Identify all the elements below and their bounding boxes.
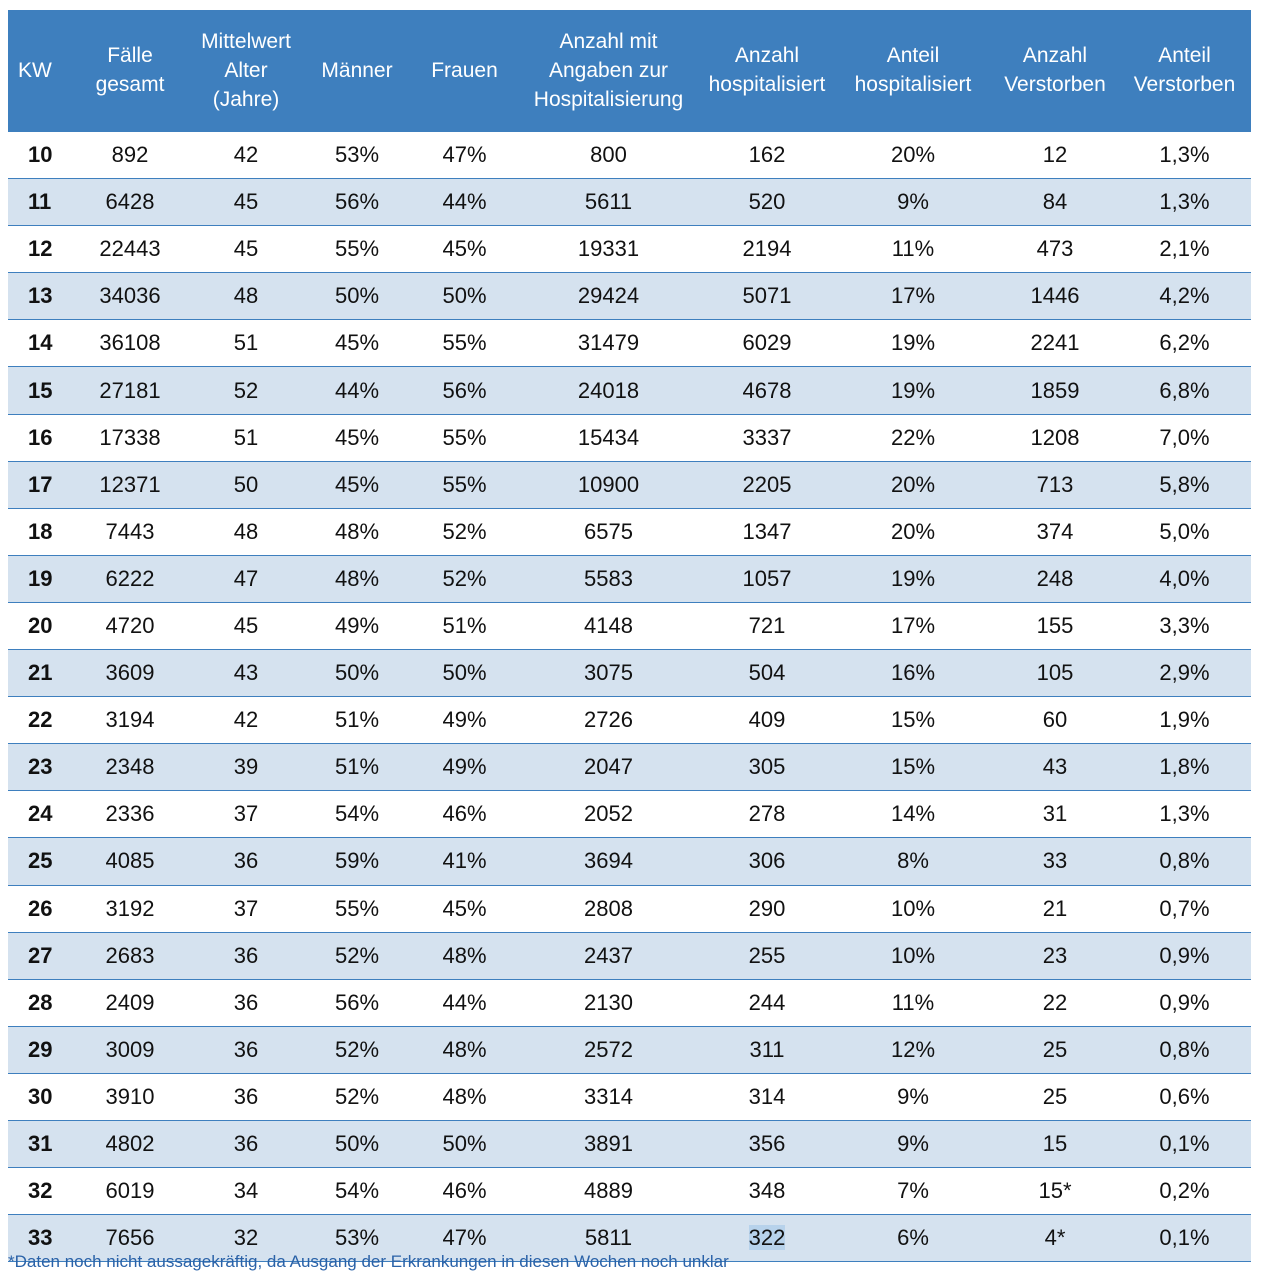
table-row <box>8 1168 1251 1215</box>
table-cell: 45% <box>302 414 412 461</box>
table-cell: 248 <box>992 555 1118 602</box>
table-cell: 44% <box>412 179 517 226</box>
table-row <box>8 838 1251 885</box>
table-cell: 6575 <box>517 508 700 555</box>
table-cell: 2572 <box>517 1026 700 1073</box>
footnote: *Daten noch nicht aussagekräftig, da Ausgang der Erkrankungen in diesen Wochen noch unklar <box>8 1252 729 1271</box>
table-cell: 20% <box>834 131 992 179</box>
table-cell: 6222 <box>70 555 190 602</box>
column-header: Anteil Verstorben <box>1118 10 1251 131</box>
table-cell: 0,1% <box>1118 1120 1251 1167</box>
table-cell: 162 <box>700 131 834 179</box>
table-cell: 105 <box>992 650 1118 697</box>
week-cell: 22 <box>8 697 70 744</box>
table-cell: 20% <box>834 461 992 508</box>
table-cell: 10% <box>834 932 992 979</box>
table-cell: 7443 <box>70 508 190 555</box>
table-cell: 374 <box>992 508 1118 555</box>
week-cell: 33 <box>8 1215 70 1262</box>
table-cell: 46% <box>412 1168 517 1215</box>
table-cell: 14% <box>834 791 992 838</box>
table-row <box>8 650 1251 697</box>
week-cell: 25 <box>8 838 70 885</box>
table-cell: 2726 <box>517 697 700 744</box>
table-cell: 48% <box>302 555 412 602</box>
table-cell: 4148 <box>517 602 700 649</box>
table-cell: 47% <box>412 131 517 179</box>
week-cell: 14 <box>8 320 70 367</box>
table-cell: 48% <box>412 932 517 979</box>
table-cell: 4678 <box>700 367 834 414</box>
table-row <box>8 885 1251 932</box>
table-cell: 6029 <box>700 320 834 367</box>
table-cell: 4802 <box>70 1120 190 1167</box>
table-row <box>8 414 1251 461</box>
table-cell: 51% <box>302 744 412 791</box>
table-cell: 244 <box>700 979 834 1026</box>
table-row <box>8 697 1251 744</box>
table-cell: 2808 <box>517 885 700 932</box>
table-cell: 3009 <box>70 1026 190 1073</box>
table-row <box>8 932 1251 979</box>
table-cell: 36 <box>190 932 302 979</box>
table-cell: 9% <box>834 1120 992 1167</box>
table-cell: 4085 <box>70 838 190 885</box>
table-cell: 16% <box>834 650 992 697</box>
table-row <box>8 1073 1251 1120</box>
table-row <box>8 273 1251 320</box>
table-cell: 0,8% <box>1118 838 1251 885</box>
table-cell: 39 <box>190 744 302 791</box>
table-cell: 473 <box>992 226 1118 273</box>
table-cell: 19% <box>834 555 992 602</box>
week-cell: 27 <box>8 932 70 979</box>
table-cell: 8% <box>834 838 992 885</box>
table-cell: 3609 <box>70 650 190 697</box>
table-cell: 52 <box>190 367 302 414</box>
table-cell: 15434 <box>517 414 700 461</box>
table-cell: 47 <box>190 555 302 602</box>
table-cell: 15% <box>834 697 992 744</box>
table-cell: 5,8% <box>1118 461 1251 508</box>
week-cell: 28 <box>8 979 70 1026</box>
week-cell: 32 <box>8 1168 70 1215</box>
table-cell: 31 <box>992 791 1118 838</box>
table-cell: 0,6% <box>1118 1073 1251 1120</box>
table-cell: 17338 <box>70 414 190 461</box>
table-row <box>8 367 1251 414</box>
table-cell: 3694 <box>517 838 700 885</box>
week-cell: 12 <box>8 226 70 273</box>
table-row <box>8 744 1251 791</box>
table-cell: 2409 <box>70 979 190 1026</box>
table-cell: 36 <box>190 1073 302 1120</box>
table-cell: 2336 <box>70 791 190 838</box>
table-cell: 60 <box>992 697 1118 744</box>
table-cell: 7,0% <box>1118 414 1251 461</box>
table-cell: 10900 <box>517 461 700 508</box>
table-cell: 52% <box>302 1073 412 1120</box>
table-cell: 5,0% <box>1118 508 1251 555</box>
table-cell: 50% <box>302 650 412 697</box>
table-row <box>8 179 1251 226</box>
table-cell: 54% <box>302 791 412 838</box>
table-cell: 305 <box>700 744 834 791</box>
table-cell: 9% <box>834 179 992 226</box>
table-cell: 3910 <box>70 1073 190 1120</box>
table-cell: 84 <box>992 179 1118 226</box>
table-row <box>8 1120 1251 1167</box>
table-cell: 12 <box>992 131 1118 179</box>
table-cell: 2052 <box>517 791 700 838</box>
table-cell: 32 <box>190 1215 302 1262</box>
table-cell: 52% <box>302 1026 412 1073</box>
table-cell: 800 <box>517 131 700 179</box>
table-cell: 45 <box>190 226 302 273</box>
week-cell: 29 <box>8 1026 70 1073</box>
table-cell: 1,9% <box>1118 697 1251 744</box>
table-cell: 2,1% <box>1118 226 1251 273</box>
table-row <box>8 508 1251 555</box>
table-cell: 1,3% <box>1118 131 1251 179</box>
table-cell: 520 <box>700 179 834 226</box>
table-cell: 33 <box>992 838 1118 885</box>
table-cell: 50 <box>190 461 302 508</box>
week-cell: 30 <box>8 1073 70 1120</box>
table-row <box>8 461 1251 508</box>
table-header-row <box>8 10 1251 131</box>
table-cell: 278 <box>700 791 834 838</box>
table-cell: 55% <box>302 226 412 273</box>
table-cell: 45 <box>190 179 302 226</box>
data-table <box>8 10 1251 1262</box>
column-header: Anzahl hospitalisiert <box>700 10 834 131</box>
table-cell: 7656 <box>70 1215 190 1262</box>
week-cell: 24 <box>8 791 70 838</box>
table-cell: 51% <box>412 602 517 649</box>
table-cell: 314 <box>700 1073 834 1120</box>
table-cell: 48 <box>190 273 302 320</box>
table-cell: 356 <box>700 1120 834 1167</box>
table-cell: 10% <box>834 885 992 932</box>
table-cell: 49% <box>302 602 412 649</box>
week-cell: 18 <box>8 508 70 555</box>
table-cell: 52% <box>412 555 517 602</box>
table-cell: 53% <box>302 1215 412 1262</box>
table-cell: 49% <box>412 697 517 744</box>
table-cell: 6428 <box>70 179 190 226</box>
table-cell: 409 <box>700 697 834 744</box>
table-cell: 17% <box>834 602 992 649</box>
table-cell: 48% <box>412 1073 517 1120</box>
table-cell: 21 <box>992 885 1118 932</box>
table-cell: 36108 <box>70 320 190 367</box>
table-cell: 25 <box>992 1026 1118 1073</box>
table-cell: 20% <box>834 508 992 555</box>
table-cell: 0,1% <box>1118 1215 1251 1262</box>
table-row <box>8 320 1251 367</box>
table-cell: 42 <box>190 697 302 744</box>
table-cell: 12% <box>834 1026 992 1073</box>
table-cell: 11% <box>834 226 992 273</box>
table-cell: 50% <box>302 1120 412 1167</box>
table-cell: 4,0% <box>1118 555 1251 602</box>
table-cell: 155 <box>992 602 1118 649</box>
table-cell: 6,2% <box>1118 320 1251 367</box>
table-row <box>8 131 1251 179</box>
table-cell: 1,3% <box>1118 791 1251 838</box>
table-cell: 59% <box>302 838 412 885</box>
table-cell: 22443 <box>70 226 190 273</box>
table-cell: 50% <box>302 273 412 320</box>
table-cell: 311 <box>700 1026 834 1073</box>
week-cell: 17 <box>8 461 70 508</box>
table-cell: 721 <box>700 602 834 649</box>
table-cell: 23 <box>992 932 1118 979</box>
table-cell: 7% <box>834 1168 992 1215</box>
column-header: Anzahl mit Angaben zur Hospitalisierung <box>517 10 700 131</box>
table-cell: 34036 <box>70 273 190 320</box>
table-cell: 5071 <box>700 273 834 320</box>
table-cell: 3194 <box>70 697 190 744</box>
table-cell: 41% <box>412 838 517 885</box>
table-cell: 0,8% <box>1118 1026 1251 1073</box>
week-cell: 15 <box>8 367 70 414</box>
table-cell: 36 <box>190 838 302 885</box>
table-cell: 4,2% <box>1118 273 1251 320</box>
table-cell: 19331 <box>517 226 700 273</box>
table-cell: 11% <box>834 979 992 1026</box>
table-cell: 29424 <box>517 273 700 320</box>
week-cell: 19 <box>8 555 70 602</box>
week-cell: 26 <box>8 885 70 932</box>
week-cell: 10 <box>8 131 70 179</box>
table-cell: 45% <box>412 226 517 273</box>
table-cell: 713 <box>992 461 1118 508</box>
table-cell: 53% <box>302 131 412 179</box>
week-cell: 31 <box>8 1120 70 1167</box>
table-cell: 55% <box>412 320 517 367</box>
table-cell: 19% <box>834 367 992 414</box>
table-cell: 1,3% <box>1118 179 1251 226</box>
table-cell: 56% <box>412 367 517 414</box>
table-row <box>8 791 1251 838</box>
table-cell: 55% <box>302 885 412 932</box>
table-cell: 2205 <box>700 461 834 508</box>
table-cell: 45 <box>190 602 302 649</box>
table-cell: 27181 <box>70 367 190 414</box>
column-header: Männer <box>302 10 412 131</box>
table-cell: 51 <box>190 320 302 367</box>
column-header: Anteil hospitalisiert <box>834 10 992 131</box>
table-cell: 5811 <box>517 1215 700 1262</box>
table-cell: 48 <box>190 508 302 555</box>
table-cell: 36 <box>190 1026 302 1073</box>
table-cell: 6% <box>834 1215 992 1262</box>
table-cell: 2348 <box>70 744 190 791</box>
table-cell: 44% <box>412 979 517 1026</box>
table-cell: 37 <box>190 885 302 932</box>
table-row <box>8 1026 1251 1073</box>
table-cell: 22% <box>834 414 992 461</box>
table-cell: 0,2% <box>1118 1168 1251 1215</box>
table-cell: 43 <box>992 744 1118 791</box>
table-cell: 55% <box>412 414 517 461</box>
table-cell: 19% <box>834 320 992 367</box>
table-cell: 48% <box>302 508 412 555</box>
table-cell: 4* <box>992 1215 1118 1262</box>
table-cell: 45% <box>302 461 412 508</box>
table-row <box>8 602 1251 649</box>
table-cell: 42 <box>190 131 302 179</box>
table-cell: 22 <box>992 979 1118 1026</box>
table-cell: 5583 <box>517 555 700 602</box>
table-cell: 2130 <box>517 979 700 1026</box>
table-cell: 15 <box>992 1120 1118 1167</box>
table-cell: 3192 <box>70 885 190 932</box>
table-cell: 15% <box>834 744 992 791</box>
table-cell: 2194 <box>700 226 834 273</box>
column-header: KW <box>8 10 70 131</box>
table-cell: 54% <box>302 1168 412 1215</box>
table-cell: 49% <box>412 744 517 791</box>
table-cell: 51% <box>302 697 412 744</box>
table-cell: 6,8% <box>1118 367 1251 414</box>
table-cell: 1859 <box>992 367 1118 414</box>
table-cell: 2,9% <box>1118 650 1251 697</box>
table-cell: 3337 <box>700 414 834 461</box>
table-cell: 3075 <box>517 650 700 697</box>
table-cell: 4889 <box>517 1168 700 1215</box>
table-cell: 0,9% <box>1118 932 1251 979</box>
table-cell: 504 <box>700 650 834 697</box>
table-cell: 0,7% <box>1118 885 1251 932</box>
table-cell: 9% <box>834 1073 992 1120</box>
column-header: Fälle gesamt <box>70 10 190 131</box>
week-cell: 16 <box>8 414 70 461</box>
table-cell: 1347 <box>700 508 834 555</box>
week-cell: 20 <box>8 602 70 649</box>
table-cell: 2683 <box>70 932 190 979</box>
table-cell: 15* <box>992 1168 1118 1215</box>
table-row <box>8 979 1251 1026</box>
table-cell: 50% <box>412 650 517 697</box>
table-cell: 1208 <box>992 414 1118 461</box>
table-cell: 52% <box>302 932 412 979</box>
table-cell: 4720 <box>70 602 190 649</box>
table-cell: 56% <box>302 179 412 226</box>
column-header: Anzahl Verstorben <box>992 10 1118 131</box>
table-cell: 3314 <box>517 1073 700 1120</box>
table-cell: 25 <box>992 1073 1118 1120</box>
table-row <box>8 555 1251 602</box>
table-cell: 12371 <box>70 461 190 508</box>
week-cell: 21 <box>8 650 70 697</box>
table-cell: 5611 <box>517 179 700 226</box>
table-cell: 45% <box>412 885 517 932</box>
table-cell: 17% <box>834 273 992 320</box>
table-cell: 50% <box>412 273 517 320</box>
table-body <box>8 131 1251 1262</box>
table-cell: 51 <box>190 414 302 461</box>
table-cell: 1,8% <box>1118 744 1251 791</box>
table-cell: 45% <box>302 320 412 367</box>
table-cell: 36 <box>190 979 302 1026</box>
table-cell: 31479 <box>517 320 700 367</box>
week-cell: 13 <box>8 273 70 320</box>
table-cell: 2241 <box>992 320 1118 367</box>
table-row <box>8 226 1251 273</box>
table-cell: 892 <box>70 131 190 179</box>
highlighted-value: 322 <box>748 1225 786 1251</box>
table-cell: 255 <box>700 932 834 979</box>
week-cell: 11 <box>8 179 70 226</box>
table-container <box>8 10 1256 1262</box>
column-header: Mittelwert Alter (Jahre) <box>190 10 302 131</box>
table-cell: 48% <box>412 1026 517 1073</box>
table-cell: 0,9% <box>1118 979 1251 1026</box>
table-cell: 46% <box>412 791 517 838</box>
table-cell: 56% <box>302 979 412 1026</box>
table-cell: 2047 <box>517 744 700 791</box>
table-cell: 52% <box>412 508 517 555</box>
table-cell: 6019 <box>70 1168 190 1215</box>
table-cell: 37 <box>190 791 302 838</box>
table-cell: 50% <box>412 1120 517 1167</box>
table-cell: 1446 <box>992 273 1118 320</box>
table-cell: 36 <box>190 1120 302 1167</box>
table-cell: 43 <box>190 650 302 697</box>
column-header: Frauen <box>412 10 517 131</box>
table-cell: 348 <box>700 1168 834 1215</box>
week-cell: 23 <box>8 744 70 791</box>
table-cell: 2437 <box>517 932 700 979</box>
table-cell: 47% <box>412 1215 517 1262</box>
table-cell: 34 <box>190 1168 302 1215</box>
table-cell: 24018 <box>517 367 700 414</box>
table-cell: 290 <box>700 885 834 932</box>
table-cell: 306 <box>700 838 834 885</box>
table-cell: 3891 <box>517 1120 700 1167</box>
table-cell: 1057 <box>700 555 834 602</box>
table-cell: 55% <box>412 461 517 508</box>
table-cell: 44% <box>302 367 412 414</box>
table-cell: 3,3% <box>1118 602 1251 649</box>
